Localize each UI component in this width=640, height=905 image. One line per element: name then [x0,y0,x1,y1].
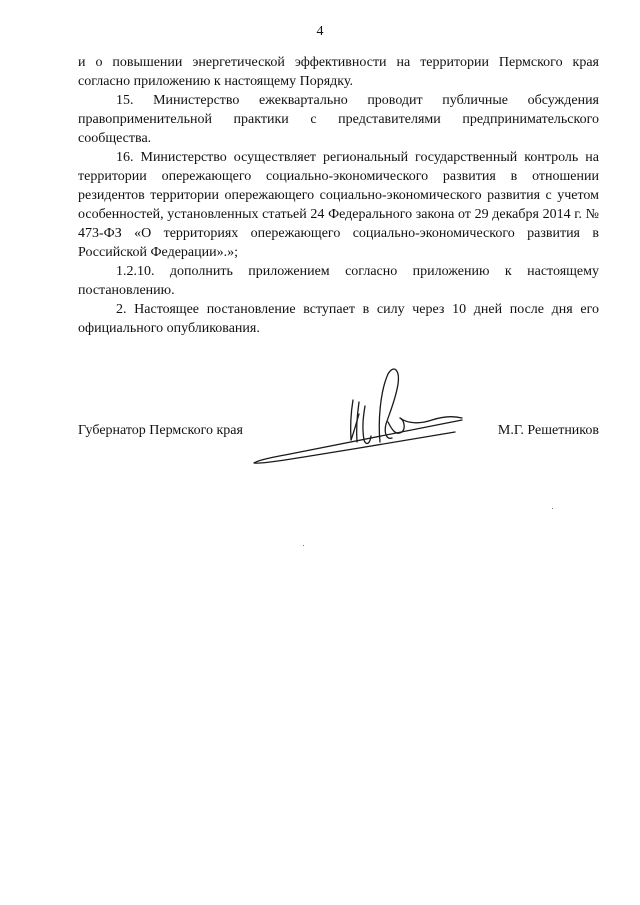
paragraph-item-1-2-10: 1.2.10. дополнить приложением согласно приложению к настоящему постановлению. [78,264,599,298]
scan-speck [303,545,304,546]
scan-speck [552,508,553,509]
document-body [78,53,599,338]
paragraph-item-2: 2. Настоящее постановление вступает в силу через 10 дней после дня его официального опубликования. [78,302,599,336]
handwritten-signature [250,362,470,477]
signature-block [78,421,599,443]
paragraph-item-16: 16. Министерство осуществляет региональный государственный контроль на территории опережающего социально-экономического развития в отношении резидентов территории опережающего социально-экономического развития с учетом особенностей, установленных статьей 24 Федерального закона от 29 декабря 2014 г. № 473-ФЗ «О территориях опережающего социально-экономического развития в Российской Федерации».»; [78,150,599,260]
signatory-name: М.Г. Решетников [497,423,599,438]
paragraph-item-15: 15. Министерство ежеквартально проводит публичные обсуждения правоприменительной практики с представителями предпринимательского сообщества. [78,93,599,146]
paragraph-continuation: и о повышении энергетической эффективности на территории Пермского края согласно приложению к настоящему Порядку. [78,55,599,89]
page-number: 4 [316,24,324,39]
signatory-position: Губернатор Пермского края [78,423,243,438]
